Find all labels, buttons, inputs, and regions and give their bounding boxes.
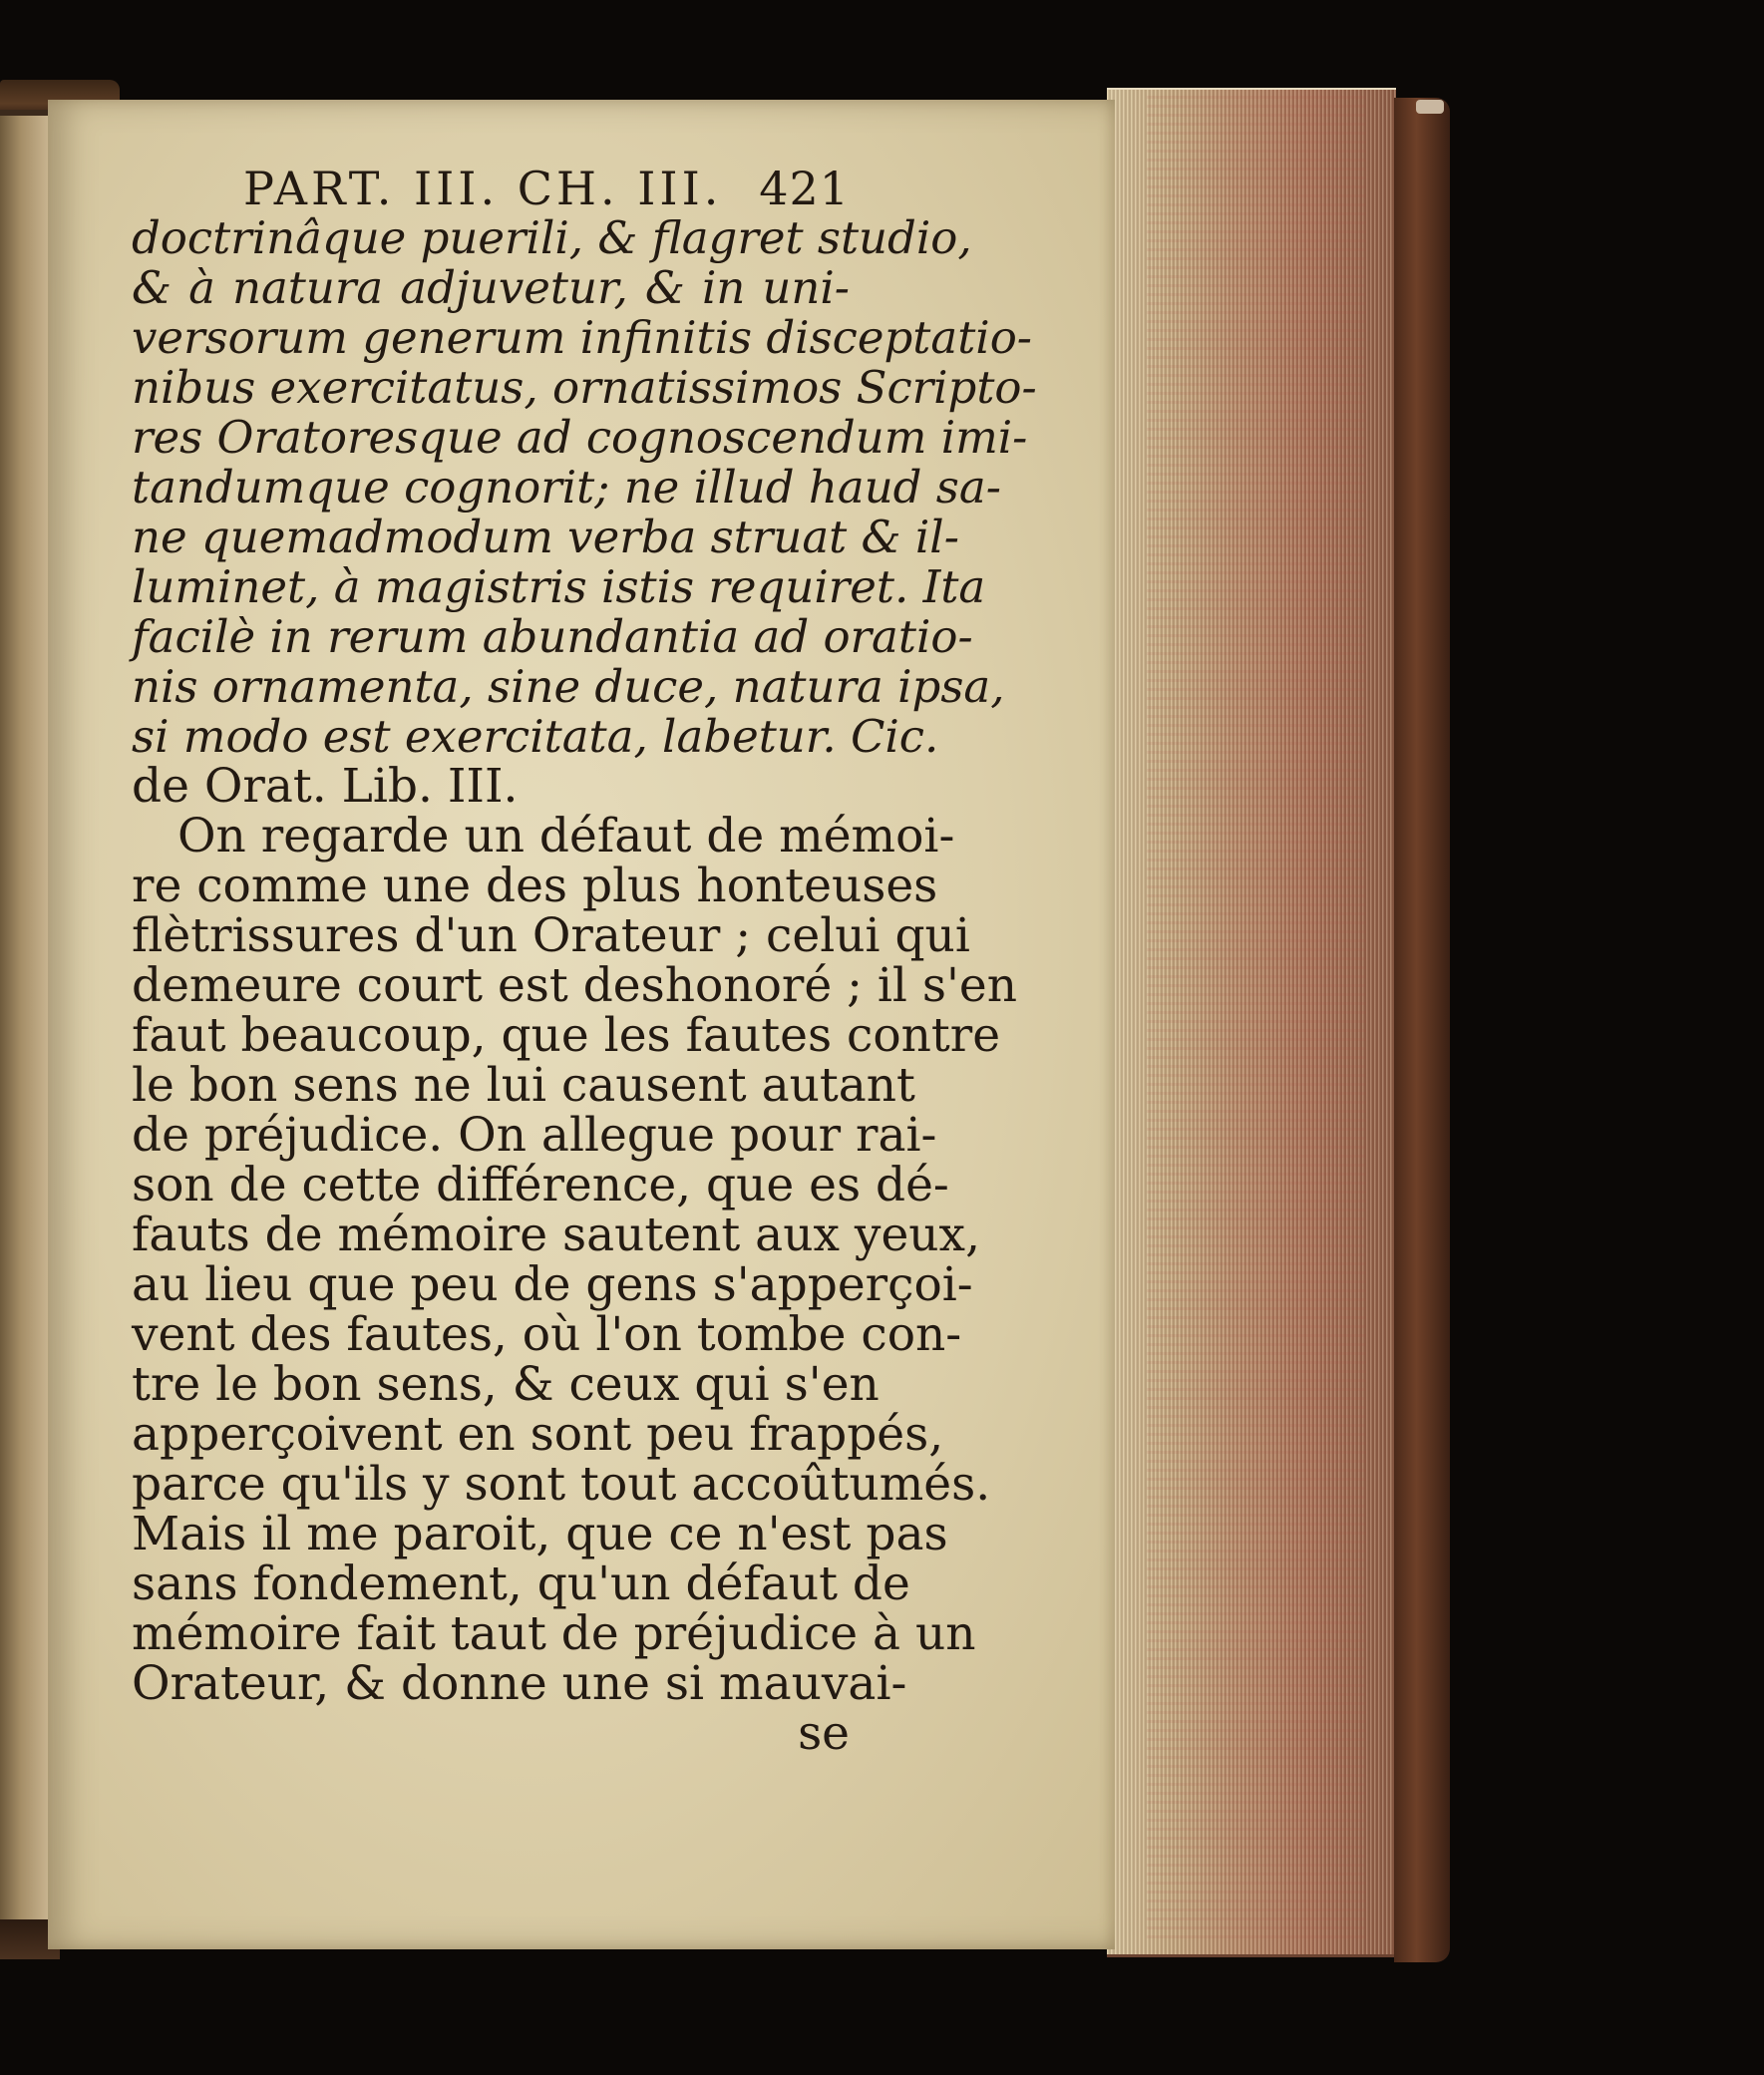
french-line: parce qu'ils y sont tout accoûtumés.	[132, 1457, 991, 1512]
french-line: tre le bon sens, & ceux qui s'en	[132, 1357, 880, 1412]
latin-line: luminet, à magistris istis requiret. Ita	[132, 560, 986, 613]
french-line: mémoire fait taut de préjudice à un	[132, 1606, 976, 1661]
latin-line: facilè in rerum abundantia ad oratio-	[132, 610, 973, 663]
french-line: re comme une des plus honteuses	[132, 859, 938, 913]
page-fore-edge-speckle	[1147, 96, 1366, 1940]
french-line: faut beaucoup, que les fautes contre	[132, 1008, 1001, 1063]
french-paragraph	[132, 809, 1017, 1761]
citation-line: de Orat. Lib. III.	[132, 759, 519, 814]
french-line: demeure court est deshonoré ; il s'en	[132, 958, 1017, 1013]
latin-line: si modo est exercitata, labetur. Cic.	[132, 710, 939, 763]
latin-line: nis ornamenta, sine duce, natura ipsa,	[132, 660, 1005, 713]
latin-line: tandumque cognorit; ne illud haud sa-	[132, 461, 1001, 514]
latin-line: res Oratoresque ad cognoscendum imi-	[132, 411, 1028, 464]
latin-line: doctrinâque puerili, & flagret studio,	[132, 211, 972, 264]
latin-line: ne quemadmodum verba struat & il-	[132, 511, 959, 563]
french-line: Orateur, & donne une si mauvai-	[132, 1656, 907, 1711]
cover-corner	[1416, 100, 1444, 114]
french-line: vent des fautes, où l'on tombe con-	[132, 1307, 962, 1362]
running-head	[132, 160, 850, 217]
french-line: apperçoivent en sont peu frappés,	[132, 1407, 944, 1462]
back-cover-edge	[1394, 98, 1450, 1962]
french-line: au lieu que peu de gens s'apperçoi-	[132, 1257, 973, 1312]
french-line: flètrissures d'un Orateur ; celui qui	[132, 908, 970, 963]
french-line: le bon sens ne lui causent autant	[132, 1058, 915, 1113]
french-line: sans fondement, qu'un défaut de	[132, 1556, 910, 1611]
french-line: son de cette différence, que es dé-	[132, 1158, 949, 1212]
french-line: de préjudice. On allegue pour rai-	[132, 1108, 937, 1163]
latin-line: versorum generum infinitis disceptatio-	[132, 311, 1032, 364]
catchword: se	[798, 1706, 850, 1761]
french-line: Mais il me paroit, que ce n'est pas	[132, 1507, 948, 1561]
page-number: 421	[759, 162, 850, 215]
page-text-block	[132, 160, 1037, 1761]
latin-quotation	[132, 211, 1037, 814]
french-line: On regarde un défaut de mémoi-	[177, 809, 955, 864]
left-page-edge	[0, 110, 52, 1940]
french-line: fauts de mémoire sautent aux yeux,	[132, 1208, 981, 1262]
latin-line: & à natura adjuvetur, & in uni-	[132, 261, 850, 314]
running-head-section: PART. III. CH. III.	[243, 162, 723, 215]
latin-line: nibus exercitatus, ornatissimos Scripto-	[132, 361, 1037, 414]
